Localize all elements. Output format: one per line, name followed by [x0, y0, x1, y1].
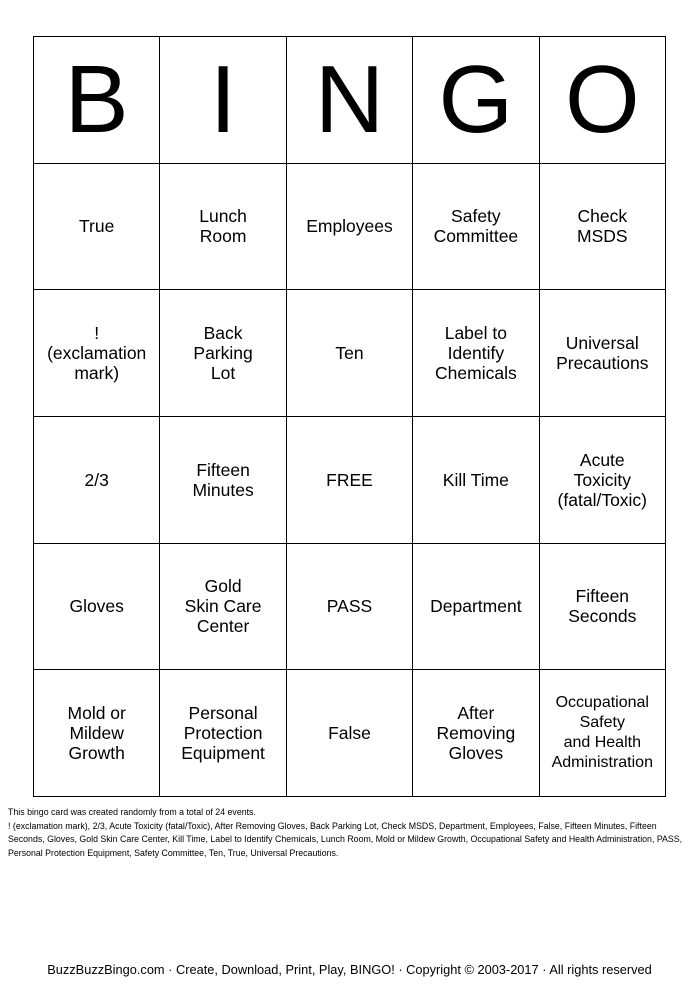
bingo-cell: Mold or Mildew Growth — [34, 670, 160, 797]
header-letter-b: B — [34, 37, 160, 164]
bingo-cell: 2/3 — [34, 416, 160, 543]
footnote-event-list: ! (exclamation mark), 2/3, Acute Toxicity (fatal/Toxic), After Removing Gloves, Back Parking Lot, Check MSDS, Department, Employees, False, Fifteen Minutes, Fifteen Seconds, Gloves, Gold Skin Care Center, Kill Time, Label to Identify Chemicals, Lunch Room, Mold or Mildew Growth, Occupational Safety and Health Administration, PASS, Personal Protection Equipment, Safety Committee, Ten, True, Universal Precautions. — [8, 820, 683, 858]
bingo-cell: Kill Time — [413, 416, 539, 543]
bingo-cell: Gold Skin Care Center — [160, 543, 286, 670]
bingo-cell: Gloves — [34, 543, 160, 670]
header-letter-n: N — [286, 37, 412, 164]
bingo-row — [34, 163, 666, 290]
bingo-cell: Universal Precautions — [539, 290, 665, 417]
bingo-cell: PASS — [286, 543, 412, 670]
bingo-cell: Employees — [286, 163, 412, 290]
free-space-cell: FREE — [286, 416, 412, 543]
bingo-cell: False — [286, 670, 412, 797]
bingo-cell: Acute Toxicity (fatal/Toxic) — [539, 416, 665, 543]
footnote-summary: This bingo card was created randomly from a total of 24 events. — [8, 807, 256, 817]
bingo-cell: Back Parking Lot — [160, 290, 286, 417]
bingo-cell: Lunch Room — [160, 163, 286, 290]
bingo-row — [34, 670, 666, 797]
bingo-row — [34, 416, 666, 543]
header-letter-o: O — [539, 37, 665, 164]
bingo-cell: Label to Identify Chemicals — [413, 290, 539, 417]
card-footnote — [8, 806, 688, 860]
header-letter-g: G — [413, 37, 539, 164]
bingo-cell: Fifteen Minutes — [160, 416, 286, 543]
bingo-row — [34, 290, 666, 417]
bingo-row — [34, 543, 666, 670]
header-letter-i: I — [160, 37, 286, 164]
bingo-cell: Ten — [286, 290, 412, 417]
page-footer: BuzzBuzzBingo.com · Create, Download, Print, Play, BINGO! · Copyright © 2003-2017 · All rights reserved — [47, 962, 652, 977]
bingo-cell: Occupational Safety and Health Administration — [539, 670, 665, 797]
bingo-cell: ! (exclamation mark) — [34, 290, 160, 417]
bingo-cell: Personal Protection Equipment — [160, 670, 286, 797]
header-row — [34, 37, 666, 164]
bingo-cell: Check MSDS — [539, 163, 665, 290]
bingo-cell: Department — [413, 543, 539, 670]
bingo-card — [33, 36, 666, 797]
bingo-cell: Fifteen Seconds — [539, 543, 665, 670]
bingo-cell: After Removing Gloves — [413, 670, 539, 797]
bingo-cell: Safety Committee — [413, 163, 539, 290]
bingo-cell: True — [34, 163, 160, 290]
